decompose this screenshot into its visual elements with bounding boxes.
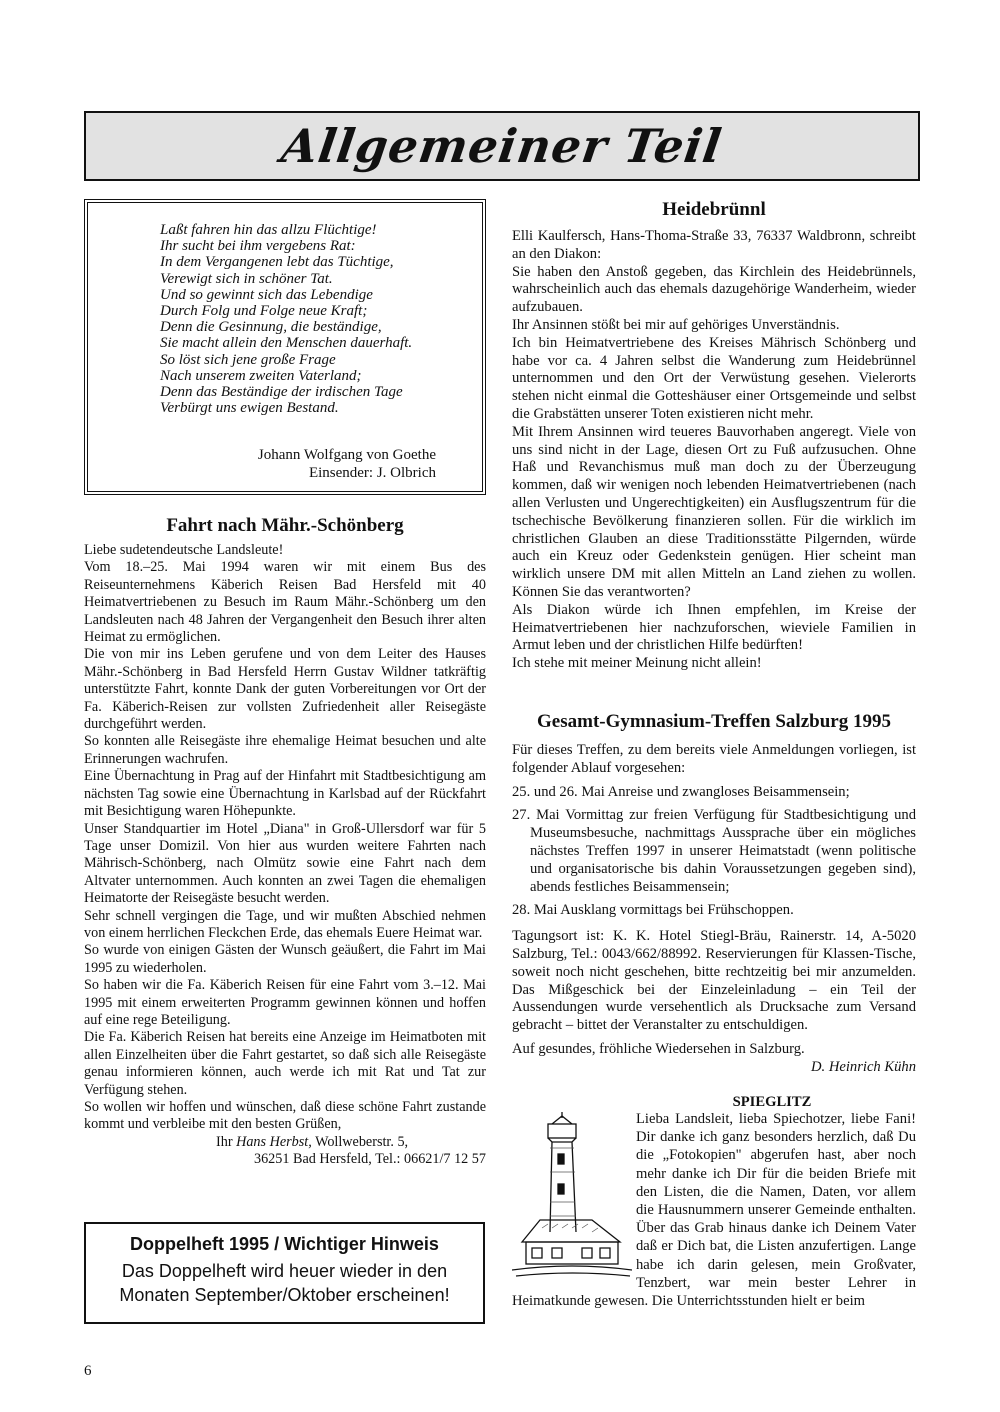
- paragraph: Für dieses Treffen, zu dem bereits viele Anmeldungen vorliegen, ist folgender Ablauf vorgesehen:: [512, 742, 916, 776]
- paragraph: Auf gesundes, fröhliche Wiedersehen in Salzburg.: [512, 1040, 805, 1057]
- paragraph: Lieba Landsleit, lieba Spiechotzer, liebe Fani! Dir danke ich ganz besonders herzlich, daß Du die „Fotokopien" abgerufen hast, aber noch mehr danke ich Dir für die beiden Briefe mit den Listen, die die Namen, Daten, vor allem die Hausnummern unserer Gemeinde enthalten. Über das Grab hinaus danke ich Deinem Vater daß er Dich bat, die Listen anzufertigen. Lange habe ich darin gelesen, mein Großvater, Tenzbert, war mein bester Lehrer in Heimatkunde gewesen. Die Unterrichtsstunden hielt er beim: [512, 1111, 916, 1310]
- poem-sender: Einsender: J. Olbrich: [308, 465, 436, 481]
- paragraph: Unser Standquartier im Hotel „Diana" in Groß-Ullersdorf war für 5 Tage unser Domizil. Von hier aus wurden weitere Fahrten nach Mährisch-Schönberg, nach Olmütz sowie eine Fahrt nach dem Altvater unternommen. Auch konnten an zwei Tagen die ehemaligen Heimatorte der Reisegäste besucht werden.: [84, 820, 486, 907]
- poem-line: Durch Folg und Folge neue Kraft;: [160, 303, 368, 320]
- spieglitz-title: SPIEGLITZ: [732, 1094, 812, 1110]
- poem-line: Und so gewinnt sich das Lebendige: [160, 286, 373, 303]
- paragraph: Als Diakon würde ich Ihnen empfehlen, im Kreise der Heimatvertriebenen hier nachzuforschen, wieviele Familien in Armut leben und der christlichen Hilfe bedürften!: [512, 601, 916, 654]
- heide-article: [512, 228, 916, 673]
- sig-name: Hans Herbst,: [236, 1133, 312, 1150]
- paragraph: Sie haben den Anstoß gegeben, das Kirchlein des Heidebrünnels, wahrscheinlich auch das ehemals dazugehörige Wanderheim, wieder aufzubauen.: [512, 263, 916, 316]
- paragraph: Vom 18.–25. Mai 1994 waren wir mit einem Bus des Reiseunternehmens Käberich Reisen Bad Hersfeld mit 40 Heimatvertriebenen zu Besuch im Raum Mähr.-Schönberg um den Landsleuten nach 48 Jahren der Vergangenheit den Besuch ihrer alten Heimat zu ermöglichen.: [84, 559, 486, 646]
- schedule-item: 28. Mai Ausklang vormittags bei Frühschoppen.: [512, 902, 794, 919]
- paragraph: Tagungsort ist: K. K. Hotel Stiegl-Bräu, Rainerstr. 14, A-5020 Salzburg, Tel.: 0043/662/88992. Reservierungen für Klassen-Tische, soweit noch nicht geschehen, bitte rechtzeitig bei mir anzumelden. Das Mißgeschick bei der Einzeleinladung – ein Teil der Aussendungen wurde versehentlich als Drucksache zum Versand gebracht – bittet der Veranstalter zu entschuldigen.: [512, 928, 916, 1034]
- paragraph: Eine Übernachtung in Prag auf der Hinfahrt mit Stadtbesichtigung am nächsten Tag sowie eine Übernachtung in Karlsbad auf der Rückfahrt mit Besichtigung waren Höhepunkte.: [84, 768, 486, 820]
- poem-signature: [160, 446, 436, 482]
- spieglitz-article: [512, 1110, 916, 1310]
- poem-line: Verbürgt uns ewigen Bestand.: [160, 400, 339, 417]
- fahrt-article: [84, 542, 486, 1169]
- paragraph: Ich stehe mit meiner Meinung nicht allein!: [512, 655, 762, 672]
- sig-street: Wollweberstr. 5,: [315, 1133, 409, 1150]
- section-banner: [84, 111, 920, 181]
- sig-city: 36251 Bad Hersfeld, Tel.: 06621/7 12 57: [253, 1151, 486, 1168]
- page-number: 6: [84, 1363, 92, 1379]
- poem-line: Nach unserem zweiten Vaterland;: [160, 367, 362, 384]
- poem: [160, 222, 412, 416]
- gym-title: Gesamt-Gymnasium-Treffen Salzburg 1995: [537, 711, 891, 732]
- schedule-item: 27. Mai Vormittag zur freien Verfügung für Stadtbesichtigung und Museumsbesuche, nachmittags Aussprache über ein mögliches nächstes Treffen 1997 in unserer Heimatstadt (wenn politische und organisatorische bis dahin Voraussetzungen gegeben sind), abends festliches Beisammensein;: [512, 807, 916, 895]
- section-title: Allgemeiner Teil: [278, 119, 726, 173]
- paragraph: Mit Ihrem Ansinnen wird teueres Bauvorhaben angeregt. Viele von uns sind nicht in der Lage, diesen Ort zu Fuß aufzusuchen. Ohne Haß und Revanchismus muß man doch zu der Überzeugung kommen, daß wir wenigen noch lebenden Heimatvertriebenen (nach allen Verlusten und Ungerechtigkeiten) ein Ausflugszentrum für die tschechische Bevölkerung finanzieren sollen. Für die wirklich im christlichen Glauben an diese Traditionsstätte Pilgernden, würde auch ein Kreuz oder Gedenkstein genügen. Hier scheint man wirklich unsere DM mit allen Mitteln an Land ziehen zu wollen. Können Sie das verantworten?: [512, 423, 916, 600]
- paragraph: Die Fa. Käberich Reisen hat bereits eine Anzeige im Heimatboten mit allen Einzelheiten über die Fahrt gestartet, so daß sich alle Reisegäste genau informieren können, auch werde ich mit Rat und Tat zur Verfügung stehen.: [84, 1029, 486, 1098]
- paragraph: So haben wir die Fa. Käberich Reisen für eine Fahrt vom 3.–12. Mai 1995 mit einem erweiterten Programm gewinnen können und hoffen auf eine rege Beteiligung.: [84, 977, 486, 1028]
- paragraph: So konnten alle Reisegäste ihre ehemalige Heimat besuchen und alte Erinnerungen wachrufen.: [84, 733, 486, 767]
- notice-line: Das Doppelheft wird heuer wieder in den: [121, 1261, 448, 1281]
- gym-author: [512, 1059, 916, 1077]
- poem-line: Ihr sucht bei ihm vergebens Rat:: [160, 238, 356, 255]
- poem-line: So löst sich jene große Frage: [160, 351, 336, 368]
- notice-body: [86, 1259, 483, 1307]
- poem-line: Sie macht allein den Menschen dauerhaft.: [160, 335, 413, 352]
- poem-line: In dem Vergangenen lebt das Tüchtige,: [160, 254, 394, 271]
- paragraph: Ihr Ansinnen stößt bei mir auf gehöriges Unverständnis.: [512, 316, 840, 333]
- float-spacer: [512, 1110, 636, 1284]
- paragraph: So wurde von einigen Gästen der Wunsch geäußert, die Fahrt im Mai 1995 zu wiederholen.: [84, 942, 486, 976]
- notice-line: Monaten September/Oktober erscheinen!: [119, 1285, 450, 1305]
- poem-line: Verewigt sich in schöner Tat.: [160, 270, 333, 287]
- heide-title: Heidebrünnl: [662, 199, 766, 220]
- fahrt-title: Fahrt nach Mähr.-Schönberg: [166, 515, 404, 536]
- gym-article: [512, 742, 916, 1077]
- sig-prefix: Ihr: [216, 1133, 233, 1150]
- paragraph: Sehr schnell vergingen die Tage, und wir mußten Abschied nehmen von einem herrlichen Fleckchen Erde, das ehemals Euere Heimat war.: [84, 907, 486, 941]
- poem-line: Denn das Beständige der irdischen Tage: [160, 384, 403, 401]
- paragraph: Liebe sudetendeutsche Landsleute!: [84, 542, 284, 558]
- notice-box: [84, 1222, 485, 1324]
- paragraph: Elli Kaulfersch, Hans-Thoma-Straße 33, 76337 Waldbronn, schreibt an den Diakon:: [512, 228, 916, 262]
- poem-author: Johann Wolfgang von Goethe: [257, 447, 436, 463]
- signature-line: [84, 1134, 486, 1151]
- paragraph: So wollen wir hoffen und wünschen, daß diese schöne Fahrt zustande kommt und verbleibe mit den besten Grüßen,: [84, 1099, 486, 1133]
- poem-line: Laßt fahren hin das allzu Flüchtige!: [160, 222, 377, 238]
- paragraph: Die von mir ins Leben gerufene und von dem Leiter des Hauses Mähr.-Schönberg in Bad Hersfeld Herrn Gustav Wildner tatkräftig unterstützte Fahrt, konnte Dank der guten Vorbereitungen vor Ort der Fa. Käberich-Reisen zur vollsten Zufriedenheit aller Reisegäste durchgeführt werden.: [84, 646, 486, 733]
- schedule-item: 25. und 26. Mai Anreise und zwangloses Beisammensein;: [512, 783, 850, 800]
- poem-line: Denn die Gesinnung, die beständige,: [160, 319, 382, 336]
- notice-title: Doppelheft 1995 / Wichtiger Hinweis: [130, 1234, 439, 1254]
- paragraph: Ich bin Heimatvertriebene des Kreises Mährisch Schönberg und habe vor ca. 4 Jahren selbst die Wanderung zum Heidebrünnel unternommen und den Ort der Verwüstung gesehen. Vielerorts stehen nicht einmal die Gotteshäuser einer Ortsgemeinde und selbst die Grabstätten unserer Toten existieren nicht mehr.: [512, 334, 916, 422]
- gym-author-name: D. Heinrich Kühn: [811, 1058, 916, 1075]
